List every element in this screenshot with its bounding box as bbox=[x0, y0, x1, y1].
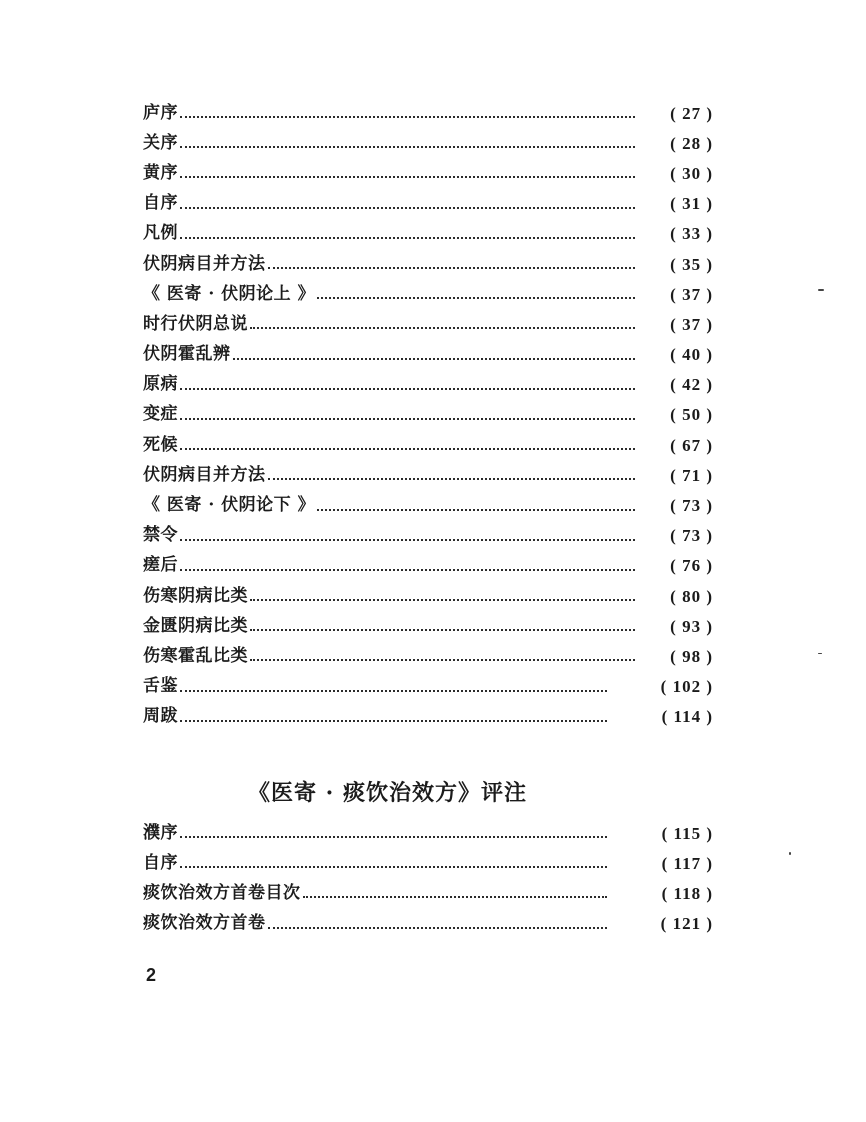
toc-leader-dots bbox=[268, 917, 608, 929]
toc-entry bbox=[143, 581, 713, 611]
toc-entry-title: 《 医寄 · 伏阴论下 》 bbox=[143, 495, 316, 516]
toc-entry bbox=[143, 460, 713, 490]
toc-entry bbox=[143, 370, 713, 400]
toc-entry-title: 伤寒霍乱比类 bbox=[143, 645, 248, 666]
toc-entry-title: 时行伏阴总说 bbox=[143, 313, 248, 334]
toc-entry-title: 伏阴病目并方法 bbox=[143, 464, 266, 485]
toc-leader-dots bbox=[180, 559, 635, 571]
toc-entry bbox=[143, 98, 713, 128]
toc-entry-page: ( 73 ) bbox=[670, 526, 713, 546]
toc-entry-title: 伏阴霍乱辨 bbox=[143, 344, 231, 365]
toc-leader-dots bbox=[180, 136, 635, 148]
toc-entry-page: ( 37 ) bbox=[670, 314, 713, 334]
toc-leader-dots bbox=[180, 438, 635, 450]
toc-leader-dots bbox=[250, 589, 635, 601]
toc-entry-page: ( 33 ) bbox=[670, 224, 713, 244]
toc-entry bbox=[143, 551, 713, 581]
toc-entry-page: ( 114 ) bbox=[661, 707, 713, 727]
toc-entry-page: ( 28 ) bbox=[670, 133, 713, 153]
toc-entry bbox=[143, 189, 713, 219]
toc-entry-title: 伏阴病目并方法 bbox=[143, 253, 266, 274]
toc-entry-title: 关序 bbox=[143, 132, 178, 153]
toc-entry-page: ( 40 ) bbox=[670, 345, 713, 365]
toc-entry-page: ( 31 ) bbox=[670, 194, 713, 214]
toc-leader-dots bbox=[180, 856, 607, 868]
toc-entry bbox=[143, 611, 713, 641]
toc-entry-page: ( 71 ) bbox=[670, 465, 713, 485]
toc-entry bbox=[143, 702, 713, 732]
toc-entry bbox=[143, 818, 713, 848]
scan-speck bbox=[789, 852, 791, 855]
toc-entry-title: 变症 bbox=[143, 404, 178, 425]
toc-leader-dots bbox=[180, 378, 635, 390]
toc-leader-dots bbox=[180, 408, 635, 420]
toc-entry-title: 禁令 bbox=[143, 525, 178, 546]
toc-entry-title: 《 医寄 · 伏阴论上 》 bbox=[143, 283, 316, 304]
toc-entry-page: ( 80 ) bbox=[670, 586, 713, 606]
toc-entry-title: 金匮阴病比类 bbox=[143, 615, 248, 636]
toc-entry-title: 凡例 bbox=[143, 223, 178, 244]
toc-entry-page: ( 37 ) bbox=[670, 284, 713, 304]
toc-leader-dots bbox=[250, 317, 635, 329]
toc-entry-page: ( 115 ) bbox=[661, 823, 713, 843]
toc-entry-title: 瘥后 bbox=[143, 555, 178, 576]
toc-entry-title: 原病 bbox=[143, 374, 178, 395]
toc-entry bbox=[143, 848, 713, 878]
toc-entry-title: 伤寒阴病比类 bbox=[143, 585, 248, 606]
toc-main-list bbox=[143, 98, 713, 732]
toc-entry-page: ( 35 ) bbox=[670, 254, 713, 274]
toc-leader-dots bbox=[180, 166, 635, 178]
toc-entry-page: ( 117 ) bbox=[661, 853, 713, 873]
toc-entry-page: ( 76 ) bbox=[670, 556, 713, 576]
toc-entry-title: 濮序 bbox=[143, 822, 178, 843]
toc-entry-title: 痰饮治效方首卷目次 bbox=[143, 882, 301, 903]
toc-entry-page: ( 102 ) bbox=[660, 677, 713, 697]
toc-entry bbox=[143, 878, 713, 908]
toc-entry-page: ( 93 ) bbox=[670, 616, 713, 636]
toc-entry bbox=[143, 309, 713, 339]
scan-speck bbox=[818, 289, 824, 291]
toc-entry bbox=[143, 219, 713, 249]
toc-entry bbox=[143, 249, 713, 279]
toc-entry-title: 舌鉴 bbox=[143, 676, 178, 697]
toc-entry-page: ( 73 ) bbox=[670, 496, 713, 516]
toc-entry bbox=[143, 128, 713, 158]
toc-entry-title: 痰饮治效方首卷 bbox=[143, 913, 266, 934]
toc-entry-page: ( 30 ) bbox=[670, 163, 713, 183]
toc-leader-dots bbox=[317, 499, 635, 511]
toc-entry-title: 黄序 bbox=[143, 162, 178, 183]
toc-entry bbox=[143, 672, 713, 702]
toc-entry-page: ( 67 ) bbox=[670, 435, 713, 455]
toc-entry-title: 庐序 bbox=[143, 102, 178, 123]
toc-entry-page: ( 42 ) bbox=[670, 375, 713, 395]
toc-leader-dots bbox=[180, 197, 635, 209]
toc-entry bbox=[143, 521, 713, 551]
toc-entry-page: ( 50 ) bbox=[670, 405, 713, 425]
toc-leader-dots bbox=[180, 680, 607, 692]
toc-entry-page: ( 27 ) bbox=[670, 103, 713, 123]
toc-leader-dots bbox=[268, 257, 636, 269]
toc-leader-dots bbox=[250, 619, 635, 631]
toc-entry-title: 自序 bbox=[143, 852, 178, 873]
toc-leader-dots bbox=[180, 106, 635, 118]
toc-entry-title: 死候 bbox=[143, 434, 178, 455]
toc-entry bbox=[143, 641, 713, 671]
toc-entry-page: ( 121 ) bbox=[660, 914, 713, 934]
scan-speck bbox=[818, 653, 822, 654]
toc-entry bbox=[143, 400, 713, 430]
page-number: 2 bbox=[146, 965, 157, 985]
toc-second-list bbox=[143, 818, 713, 939]
toc-leader-dots bbox=[233, 348, 636, 360]
section-heading: 《医寄 · 痰饮治效方》评注 bbox=[248, 780, 527, 806]
toc-leader-dots bbox=[180, 529, 635, 541]
toc-entry-title: 周跋 bbox=[143, 706, 178, 727]
toc-leader-dots bbox=[180, 826, 607, 838]
toc-entry bbox=[143, 340, 713, 370]
toc-leader-dots bbox=[180, 710, 607, 722]
toc-leader-dots bbox=[303, 886, 608, 898]
toc-leader-dots bbox=[317, 287, 635, 299]
toc-entry bbox=[143, 158, 713, 188]
toc-entry-page: ( 98 ) bbox=[670, 646, 713, 666]
toc-entry bbox=[143, 430, 713, 460]
toc-leader-dots bbox=[180, 227, 635, 239]
toc-leader-dots bbox=[250, 649, 635, 661]
toc-entry bbox=[143, 490, 713, 520]
toc-entry-page: ( 118 ) bbox=[661, 883, 713, 903]
toc-entry bbox=[143, 909, 713, 939]
toc-entry bbox=[143, 279, 713, 309]
toc-leader-dots bbox=[268, 468, 636, 480]
toc-entry-title: 自序 bbox=[143, 193, 178, 214]
